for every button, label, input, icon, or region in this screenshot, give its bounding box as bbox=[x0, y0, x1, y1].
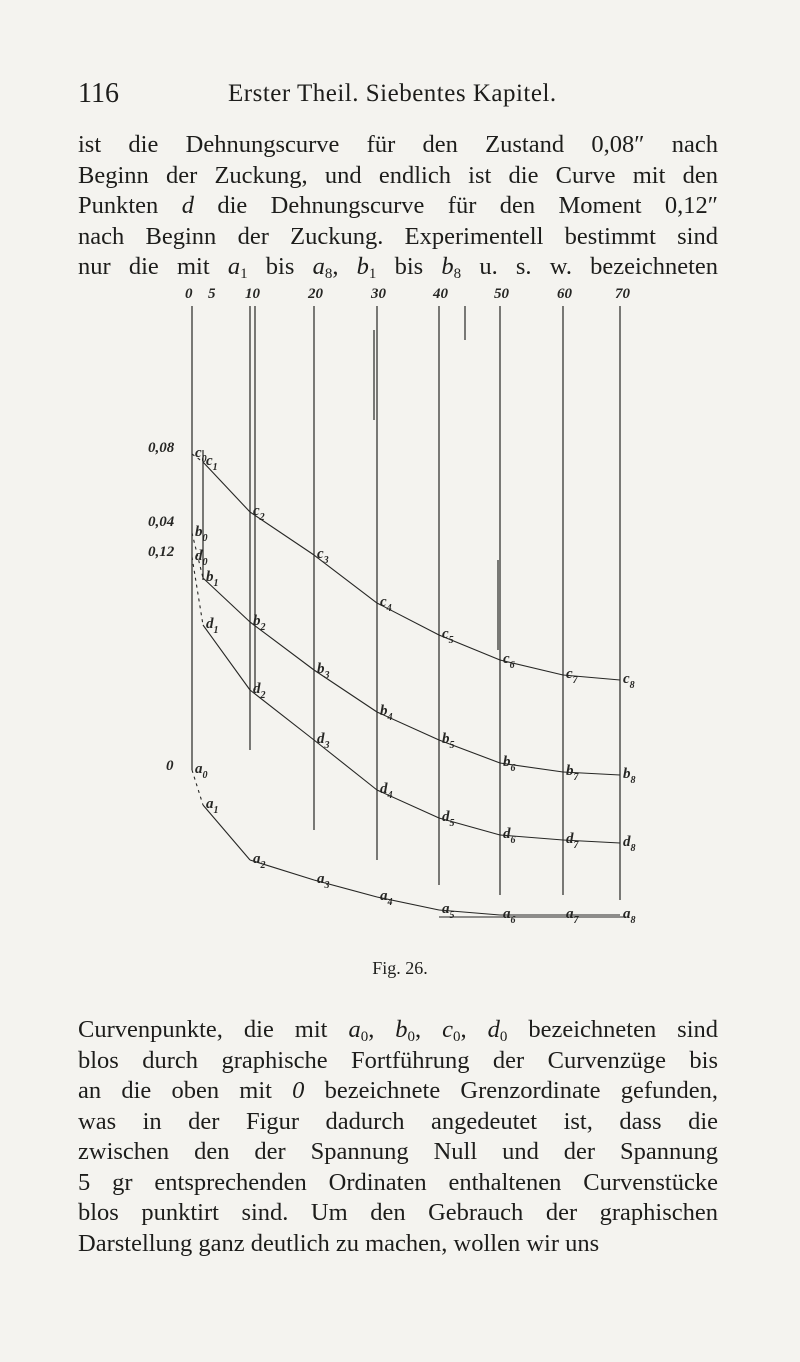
point-label-d5: $d_5$ bbox=[442, 809, 455, 829]
point-label-b3: $b_3$ bbox=[317, 661, 330, 681]
text-line: Curvenpunkte, die mit $a_0$, $b_0$, $c_0$, $d_0$ bezeichneten sind bbox=[78, 1016, 718, 1045]
curve-d-segment bbox=[314, 740, 377, 790]
point-label-a8: $a_8$ bbox=[623, 906, 636, 926]
point-label-d7: $d_7$ bbox=[566, 831, 579, 851]
curve-a-segment bbox=[203, 805, 250, 860]
x-tick-label: 20 bbox=[308, 286, 323, 302]
point-label-c5: $c_5$ bbox=[442, 626, 454, 646]
point-label-c8: $c_8$ bbox=[623, 671, 635, 691]
x-tick-label: 60 bbox=[557, 286, 572, 302]
point-label-b5: $b_5$ bbox=[442, 731, 455, 751]
point-label-d6: $d_6$ bbox=[503, 826, 516, 846]
text-line: ist die Dehnungscurve für den Zustand 0,08″ nach bbox=[78, 131, 718, 158]
point-label-b1: $b_1$ bbox=[206, 569, 219, 589]
x-tick-label: 30 bbox=[371, 286, 386, 302]
point-label-a0: $a_0$ bbox=[195, 761, 208, 781]
paragraph-bottom bbox=[78, 1015, 718, 1259]
point-label-b6: $b_6$ bbox=[503, 754, 516, 774]
page-number: 116 bbox=[78, 78, 119, 109]
y-axis-label: 0 bbox=[166, 758, 174, 774]
point-label-b4: $b_4$ bbox=[380, 703, 393, 723]
point-label-b0: $b_0$ bbox=[195, 524, 208, 544]
point-label-d1: $d_1$ bbox=[206, 616, 219, 636]
point-label-c7: $c_7$ bbox=[566, 666, 578, 686]
x-tick-label: 70 bbox=[615, 286, 630, 302]
point-label-d2: $d_2$ bbox=[253, 681, 266, 701]
point-label-c0: $c_0$ bbox=[195, 445, 207, 465]
point-label-c4: $c_4$ bbox=[380, 594, 392, 614]
point-label-c6: $c_6$ bbox=[503, 651, 515, 671]
text-line: 5 gr entsprechenden Ordinaten enthaltenen Curvenstücke bbox=[78, 1168, 718, 1196]
point-label-c3: $c_3$ bbox=[317, 546, 329, 566]
point-label-a2: $a_2$ bbox=[253, 851, 266, 871]
point-label-b8: $b_8$ bbox=[623, 766, 636, 786]
text-line: nur die mit $a_1$ bis $a_8$, $b_1$ bis $b_8$ u. s. w. bezeichneten bbox=[78, 253, 719, 282]
point-label-d4: $d_4$ bbox=[380, 781, 393, 801]
y-axis-label: 0,08 bbox=[148, 440, 175, 456]
point-label-a1: $a_1$ bbox=[206, 796, 219, 816]
point-label-b2: $b_2$ bbox=[253, 613, 266, 633]
text-line: was in der Figur dadurch angedeutet ist, dass die bbox=[78, 1107, 718, 1135]
curve-d-segment bbox=[192, 557, 203, 625]
text-line: zwischen den der Spannung Null und der Spannung bbox=[78, 1138, 718, 1165]
point-label-d0: $d_0$ bbox=[195, 548, 208, 568]
x-tick-label: 5 bbox=[208, 286, 216, 302]
text-line: Beginn der Zuckung, und endlich ist die Curve mit den bbox=[78, 161, 718, 189]
text-line: nach Beginn der Zuckung. Experimentell bestimmt sind bbox=[78, 222, 718, 250]
text-line: blos punktirt sind. Um den Gebrauch der graphischen bbox=[78, 1199, 718, 1226]
curve-d-segment bbox=[203, 625, 250, 690]
point-label-a4: $a_4$ bbox=[380, 888, 393, 908]
x-tick-label: 40 bbox=[433, 286, 448, 302]
text-line: an die oben mit 0 bezeichnete Grenzordinate gefunden, bbox=[78, 1077, 718, 1104]
text-line: Punkten d die Dehnungscurve für den Moment 0,12″ bbox=[78, 192, 719, 219]
point-label-a5: $a_5$ bbox=[442, 901, 455, 921]
x-tick-label: 0 bbox=[185, 286, 193, 302]
curve-c-segment bbox=[203, 462, 250, 512]
point-label-c2: $c_2$ bbox=[253, 503, 265, 523]
point-label-b7: $b_7$ bbox=[566, 763, 579, 783]
point-label-d8: $d_8$ bbox=[623, 834, 636, 854]
y-axis-label: 0,04 bbox=[148, 514, 175, 530]
point-label-c1: $c_1$ bbox=[206, 453, 218, 473]
x-tick-label: 50 bbox=[494, 286, 509, 302]
point-label-a3: $a_3$ bbox=[317, 871, 330, 891]
x-tick-label: 10 bbox=[245, 286, 260, 302]
y-axis-label: 0,12 bbox=[148, 544, 175, 560]
running-title: Erster Theil. Siebentes Kapitel. bbox=[228, 80, 557, 107]
point-label-a6: $a_6$ bbox=[503, 906, 516, 926]
point-label-d3: $d_3$ bbox=[317, 731, 330, 751]
point-label-a7: $a_7$ bbox=[566, 906, 579, 926]
text-line: Darstellung ganz deutlich zu machen, wollen wir uns bbox=[78, 1229, 600, 1257]
text-line: blos durch graphische Fortführung der Curvenzüge bis bbox=[78, 1046, 718, 1074]
figure-caption: Fig. 26. bbox=[372, 958, 428, 978]
